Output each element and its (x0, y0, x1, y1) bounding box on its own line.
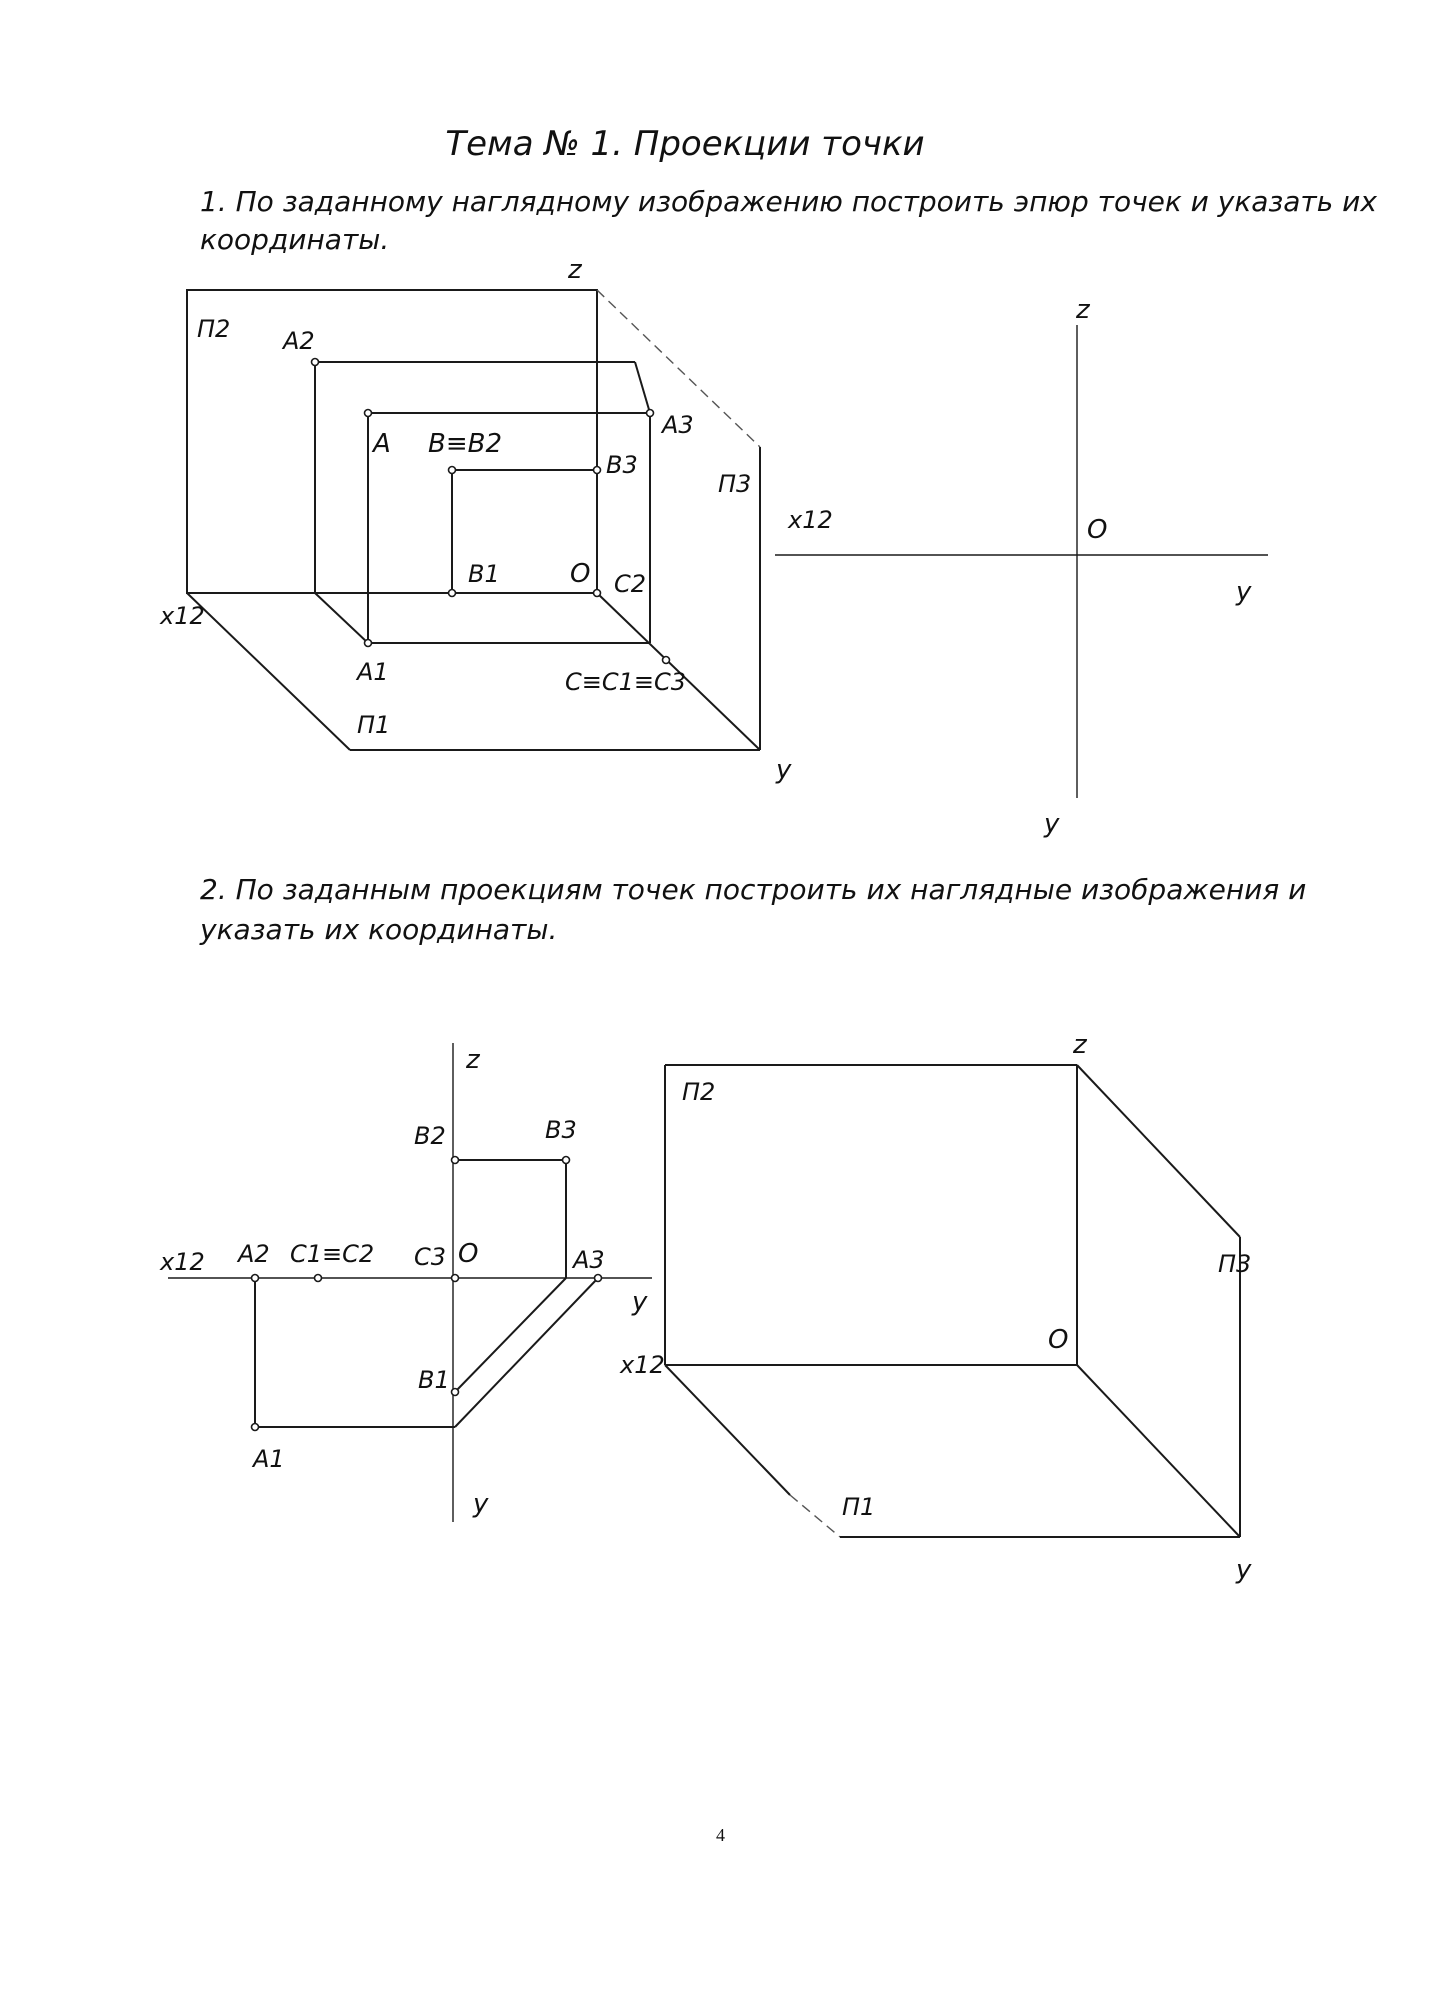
label-a2: A2 (283, 327, 315, 355)
label-a1: A1 (253, 1445, 285, 1473)
plane-pi1-left-hidden (790, 1495, 840, 1537)
line-a-y-transfer (455, 1278, 598, 1427)
label-b3: B3 (545, 1116, 577, 1144)
label-y-down: y (473, 1489, 489, 1519)
point-b1 (452, 1389, 459, 1396)
label-y-down: y (1044, 809, 1060, 839)
label-z: z (466, 1045, 480, 1075)
label-a3: A3 (573, 1246, 605, 1274)
label-a3: A3 (662, 411, 694, 439)
plane-pi1-left (665, 1365, 790, 1495)
point-b1 (449, 590, 456, 597)
label-pi2: П2 (682, 1078, 716, 1106)
point-c3 (452, 1275, 459, 1282)
plane-pi3-top (1077, 1065, 1240, 1237)
point-b3 (563, 1157, 570, 1164)
pictorial-box-1 (159, 255, 792, 785)
label-pi2: П2 (197, 315, 231, 343)
point-a (365, 410, 372, 417)
label-o: O (1087, 515, 1108, 545)
point-a2 (252, 1275, 259, 1282)
line-b-y-transfer (455, 1278, 566, 1392)
label-pi3: П3 (1218, 1250, 1252, 1278)
label-y: y (776, 755, 792, 785)
plane-pi2-frame (187, 290, 597, 593)
label-pi3: П3 (718, 470, 752, 498)
label-x12: x12 (788, 506, 833, 534)
label-c3: C3 (414, 1243, 447, 1271)
label-o: O (570, 559, 591, 589)
point-a2 (312, 359, 319, 366)
epure-points-2 (159, 1043, 652, 1522)
pictorial-box-2 (619, 1030, 1252, 1585)
label-b1: B1 (418, 1366, 450, 1394)
line-a1-link (315, 593, 368, 643)
page-title: Тема № 1. Проекции точки (445, 124, 925, 164)
label-c2: C2 (614, 570, 647, 598)
label-b-eq-b2: B≡B2 (428, 429, 503, 459)
label-x12: x12 (160, 1248, 205, 1276)
label-a2: A2 (238, 1240, 270, 1268)
page-number: 4 (716, 1825, 725, 1845)
label-c-eq: C≡C1≡C3 (565, 668, 687, 696)
point-a3 (595, 1275, 602, 1282)
point-a1 (252, 1424, 259, 1431)
point-c1-c2 (315, 1275, 322, 1282)
epure-axes-1 (775, 295, 1268, 839)
point-b3 (594, 467, 601, 474)
label-pi1: П1 (842, 1493, 876, 1521)
label-b1: B1 (468, 560, 500, 588)
axis-x12-edge (187, 593, 350, 750)
point-a3 (647, 410, 654, 417)
task-1-line-2: координаты. (200, 223, 390, 256)
label-y: y (1236, 1555, 1252, 1585)
label-x12: x12 (160, 602, 205, 630)
label-y-right: y (632, 1287, 648, 1317)
label-z: z (1073, 1030, 1087, 1060)
line-a3-link (635, 362, 650, 413)
label-a: A (373, 429, 391, 459)
label-pi1: П1 (357, 711, 391, 739)
label-z: z (1076, 295, 1090, 325)
point-b2 (452, 1157, 459, 1164)
task-1-line-1: 1. По заданному наглядному изображению построить эпюр точек и указать их (200, 185, 1377, 218)
label-y-right: y (1236, 577, 1252, 607)
label-c1-eq-c2: C1≡C2 (290, 1240, 375, 1268)
label-o: O (1048, 1325, 1069, 1355)
label-x12: x12 (620, 1351, 665, 1379)
axis-y-edge (1077, 1365, 1240, 1537)
label-a1: A1 (357, 658, 389, 686)
label-b2: B2 (414, 1122, 446, 1150)
label-b3: B3 (606, 451, 638, 479)
point-a1 (365, 640, 372, 647)
task-2-line-1: 2. По заданным проекциям точек построить их наглядные изображения и (200, 873, 1307, 906)
point-b (449, 467, 456, 474)
label-z: z (568, 255, 582, 285)
task-2-line-2: указать их координаты. (200, 913, 558, 946)
point-c2 (594, 590, 601, 597)
point-c (663, 657, 670, 664)
label-o: O (458, 1239, 479, 1269)
